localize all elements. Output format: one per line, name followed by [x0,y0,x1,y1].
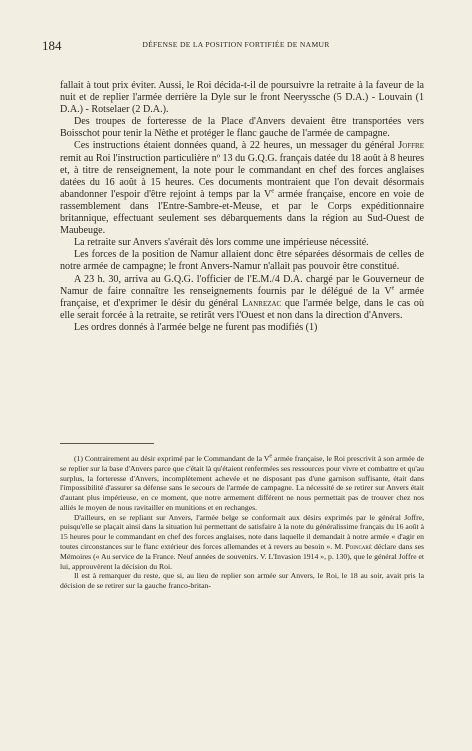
main-text [60,80,424,334]
footnote-divider [60,443,154,444]
text-run: (1) Contrairement au désir exprimé par le Commandant de la V [74,454,270,463]
text-run: Ces instructions étaient données quand, à 22 heures, un messager du général [74,140,399,152]
paragraph: Les ordres donnés à l'armée belge ne furent pas modifiés (1) [74,321,318,333]
footnote [60,454,424,513]
paragraph [60,140,424,237]
paragraph: fallait à tout prix éviter. Aussi, le Roi décida-t-il de poursuivre la retraite à la faveur de la nuit et de replier l'armée derrière la Dyle sur le front Neeryssche (5 D.A.) - Louvain (1 D.A.) - Rotselaer (2 D.A.). [60,80,424,116]
paragraph: Les forces de la position de Namur allaient donc être séparées désormais de celles de notre armée de campagne; le front Anvers-Namur n'allait pas pouvoir être constitué. [60,249,424,273]
text-run: remit au Roi l'instruction particulière nº 13 du G.Q.G. français datée du 18 août à 8 heures et, à titre de renseignement, la note pour le commandant en chef des forces anglaises datées du 16 août à 15 heures. Ces documents montraient que l'on devait désormais abandonner l'espoir d'être rejoint à temps par la V [60,152,425,200]
superscript: e [269,453,273,460]
page-header [42,38,430,54]
person-name: Poincaré [345,542,372,552]
text-run: armée française, et d'exprimer le désir du général [60,285,424,309]
footnotes [60,454,424,591]
text-run: D'ailleurs, en se repliant sur Anvers, l'armée belge se conformait aux désirs exprimés par le général Joffre, puisqu'elle se plaçait ainsi dans la situation lui permettant de satisfaire à la note du généralissime français du 16 août à 15 heures pour le commandant en chef des forces anglaises, note dans laquelle il demandait à notre armée « d'agir en toutes circonstances sur le flanc extérieur des forces allemandes et à revers au besoin ». M. [60,512,424,552]
superscript: e [391,285,395,292]
text-run: armée française, encore en voie de rassemblement dans l'Entre-Sambre-et-Meuse, et par le Corps expéditionnaire britannique, effectuant seulement ses débarquements dans la région au Sud-Ouest de Maubeuge. [60,188,424,237]
superscript: e [271,188,274,195]
text-run: que l'armée belge, dans le cas où elle serait forcée à la retraite, se retirât vers l'Ouest et non dans la direction d'Anvers. [60,297,424,321]
text-run: A 23 h. 30, arriva au G.Q.G. l'officier de l'E.M./4 D.A. chargé par le Gouverneur de Namur de faire connaître les renseignements fournis par le délégué de la V [60,273,424,297]
paragraph: Des troupes de forteresse de la Place d'Anvers devaient être transportées vers Boisschot pour tenir la Nèthe et protéger le flanc gauche de l'armée de campagne. [60,116,424,140]
person-name: Lanrezac [242,297,282,309]
paragraph: La retraite sur Anvers s'avérait dès lors comme une impérieuse nécessité. [74,237,369,249]
page-number: 184 [42,38,62,53]
text-run: armée française, le Roi prescrivit à son armée de se replier sur la base d'Anvers parce que c'était là qu'étaient renfermées ses ressources pour vivre et combattre et qu'au surplus, la forteresse d'Anvers, incomplètement achevée et ne disposant pas d'une garnison suffisante, était dans l'impossibilité d'assurer sa défense sans le secours de l'armée de campagne. La nécessité de se retirer sur Anvers était d'autant plus impérieuse, en ce moment, que notre armement différent ne nous permettait pas de trouver chez nos alliés le moyen de nous ravitailler en munitions et en rechanges. [60,454,424,512]
running-title: DÉFENSE DE LA POSITION FORTIFIÉE DE NAMUR [142,40,330,49]
text-run: déclare dans ses Mémoires (« Au service de la France. Neuf années de souvenirs. V. L'Invasion 1914 », p. 130), que le général Joffre et lui, approuvèrent la décision du Roi. [60,542,424,571]
footnote [60,513,424,572]
person-name: Joffre [398,140,424,152]
footnote: Il est à remarquer du reste, que si, au lieu de replier son armée sur Anvers, le Roi, le 18 au soir, avait pris la décision de se retirer sur la gauche franco-britan- [60,571,424,591]
paragraph [60,274,424,322]
